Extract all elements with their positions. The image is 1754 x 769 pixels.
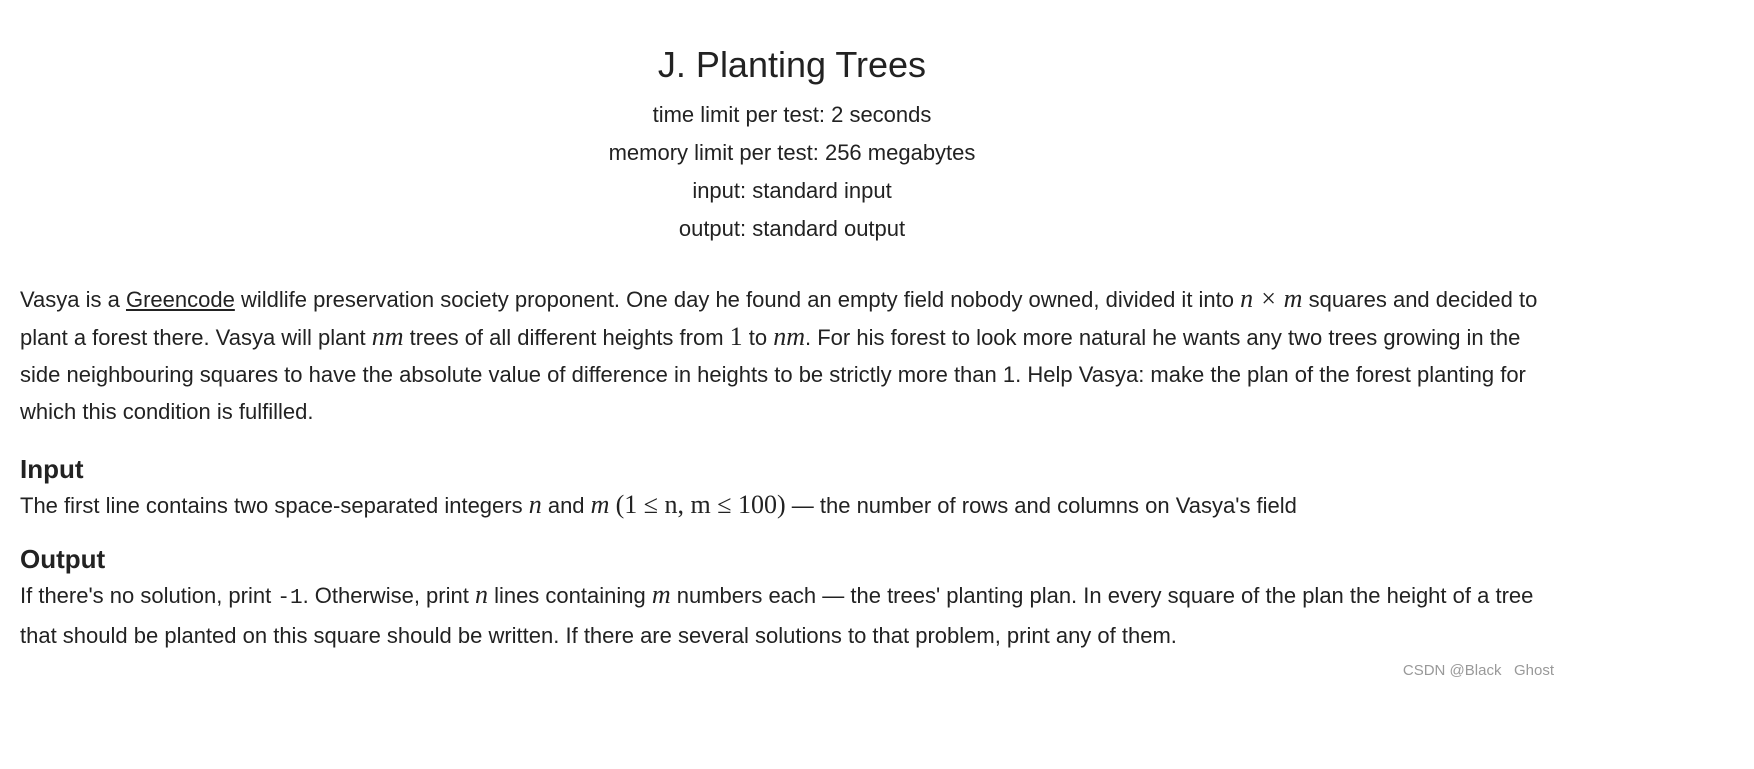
text: trees of all different heights from (403, 325, 730, 350)
math: nm (773, 322, 806, 351)
text: lines containing (487, 583, 652, 608)
math: (1 ≤ n, m ≤ 100) (615, 490, 786, 519)
math: m (651, 580, 671, 609)
output-file: output: standard output (678, 216, 906, 241)
math: n (474, 580, 488, 609)
output-text (20, 576, 1560, 654)
legend (20, 280, 1560, 430)
text: Vasya is a (20, 287, 126, 312)
output-section (20, 542, 1560, 654)
math: nm (371, 322, 404, 351)
input-heading: Input (20, 454, 84, 484)
input-text (20, 486, 1560, 524)
problem-statement (20, 280, 1560, 654)
math: n (528, 490, 542, 519)
text: numbers each — the trees' planting plan. In every square of the plan the height of a tree that should be planted on this square should be written. If there are several solutions to that problem, print any of them. (20, 583, 1534, 648)
text: — the number of rows and columns on Vasya's field (785, 493, 1297, 518)
watermark: CSDN @Black Ghost (1402, 662, 1554, 679)
memory-limit: memory limit per test: 256 megabytes (608, 140, 976, 165)
text: . Otherwise, print (302, 583, 475, 608)
math: n × m (1240, 284, 1303, 313)
problem-header (0, 42, 1584, 248)
text: squares and decided to plant a forest there. Vasya will plant (20, 287, 1538, 350)
text: . For his forest to look more natural he wants any two trees growing in the side neighbouring squares to have the absolute value of difference in heights to be strictly more than 1. Help Vasya: make the plan of the forest planting for which this condition is fulfilled. (20, 325, 1526, 424)
math: m (590, 490, 610, 519)
text: to (742, 325, 774, 350)
text: and (541, 493, 591, 518)
text: The first line contains two space-separated integers (20, 493, 529, 518)
output-heading: Output (20, 544, 106, 574)
text: wildlife preservation society proponent. One day he found an empty field nobody owned, divided it into (234, 287, 1241, 312)
math: 1 (729, 322, 743, 351)
code: -1 (277, 587, 303, 610)
time-limit: time limit per test: 2 seconds (652, 102, 932, 127)
input-section (20, 452, 1560, 524)
input-file: input: standard input (692, 178, 892, 203)
problem-title: J. Planting Trees (657, 44, 927, 85)
text: If there's no solution, print (20, 583, 278, 608)
greencode-link[interactable]: Greencode (125, 287, 235, 312)
